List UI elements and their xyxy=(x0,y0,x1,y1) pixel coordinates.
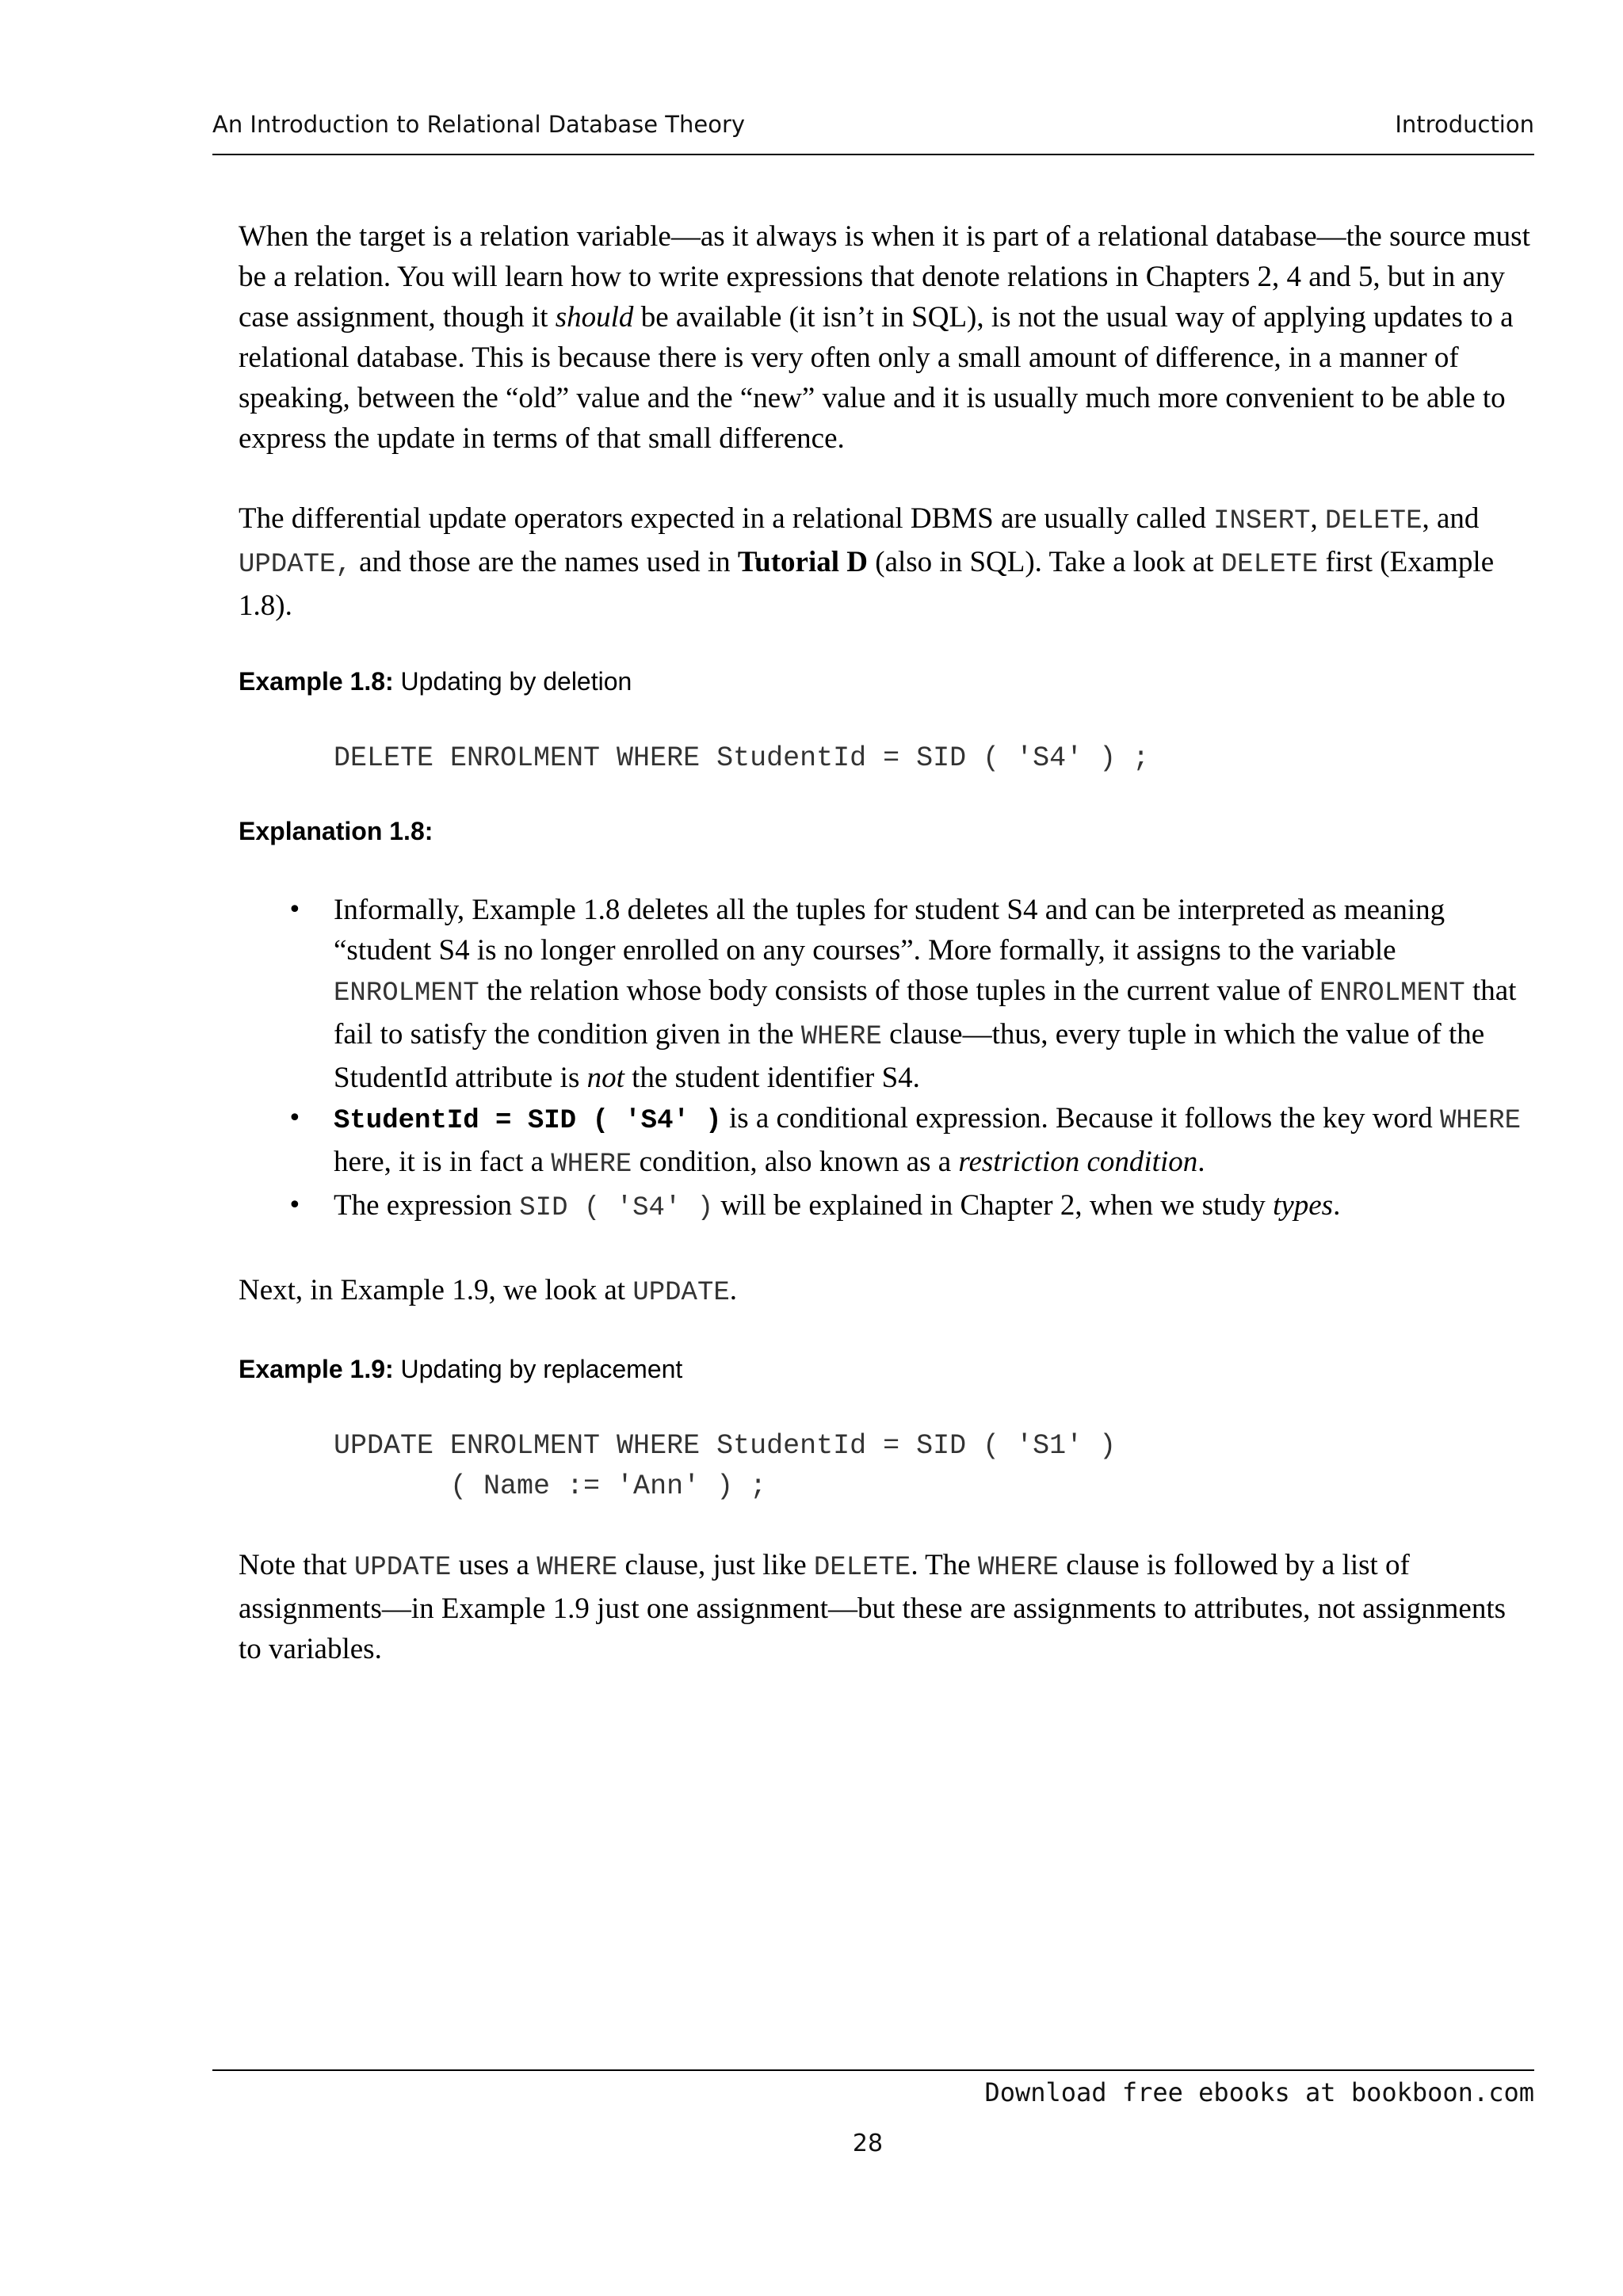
text-run: (also in SQL). Take a look at xyxy=(868,546,1221,578)
list-item xyxy=(239,1185,1530,1229)
text-run: Note that xyxy=(239,1549,354,1581)
bullet-icon: • xyxy=(288,1192,302,1219)
code-enrolment: ENROLMENT xyxy=(1319,978,1465,1009)
tutorial-d-name: Tutorial D xyxy=(737,546,868,578)
text-run: , and xyxy=(1422,502,1480,535)
text-run: The differential update operators expected in a relational DBMS are usually called xyxy=(239,502,1214,535)
footer-divider xyxy=(212,2069,1534,2071)
example-title: Updating by deletion xyxy=(393,667,632,696)
text-run: clause is followed by a list of assignments—in Example 1.9 just one assignment—but these are assignments to attributes, not assignments to variables. xyxy=(239,1549,1507,1665)
bookboon-link[interactable]: Download free ebooks at bookboon.com xyxy=(984,2077,1534,2107)
text-run: , xyxy=(1310,502,1326,535)
example-title: Updating by replacement xyxy=(393,1355,683,1383)
text-run: . xyxy=(1333,1189,1341,1222)
code-line: ( Name := 'Ann' ) ; xyxy=(334,1470,767,1502)
bullet-icon: • xyxy=(288,1104,302,1132)
text-run: will be explained in Chapter 2, when we study xyxy=(713,1189,1274,1222)
explanation-1-8-heading xyxy=(239,814,1530,849)
list-item xyxy=(239,1098,1530,1185)
text-run: that fail to satisfy the condition given in the xyxy=(334,974,1517,1051)
code-condition: StudentId = SID ( 'S4' ) xyxy=(334,1106,722,1136)
code-delete: DELETE xyxy=(813,1553,911,1583)
code-update: UPDATE xyxy=(632,1278,730,1308)
explanation-label: Explanation 1.8: xyxy=(239,817,433,845)
code-delete: DELETE xyxy=(1325,506,1423,536)
example-label: Example 1.8: xyxy=(239,667,394,696)
text-run: . xyxy=(729,1274,738,1306)
example-1-9-heading xyxy=(239,1352,1530,1386)
code-where: WHERE xyxy=(977,1553,1059,1583)
paragraph-next xyxy=(239,1270,1530,1314)
page-header xyxy=(212,111,1534,155)
code-insert: INSERT xyxy=(1213,506,1311,536)
text-run: first (Example 1.8). xyxy=(239,546,1495,622)
example-1-8-heading xyxy=(239,664,1530,699)
code-update: UPDATE, xyxy=(239,550,352,580)
text-run: Next, in Example 1.9, we look at xyxy=(239,1274,633,1306)
bullet-icon: • xyxy=(288,896,302,924)
example-1-9-code xyxy=(239,1426,1530,1507)
text-run: clause—thus, every tuple in which the value of the StudentId attribute is xyxy=(334,1018,1485,1094)
emphasis: restriction condition xyxy=(958,1146,1198,1178)
code-where: WHERE xyxy=(800,1022,882,1052)
example-1-8-code: DELETE ENROLMENT WHERE StudentId = SID ( 'S4' ) ; xyxy=(334,742,1150,774)
section-title: Introduction xyxy=(1395,111,1534,138)
text-run: the relation whose body consists of those tuples in the current value of xyxy=(479,974,1320,1007)
list-item xyxy=(239,890,1530,1098)
book-title: An Introduction to Relational Database Theory xyxy=(212,111,746,138)
emphasis: should xyxy=(555,301,634,334)
code-enrolment: ENROLMENT xyxy=(334,978,479,1009)
text-run: When the target is a relation variable—as it always is when it is part of a relational database—the source must be a relation. You will learn how to write expressions that denote relations in Chapters 2, 4 and 5, but in any case assignment, though it xyxy=(239,220,1530,334)
code-line: UPDATE ENROLMENT WHERE StudentId = SID ( 'S1' ) xyxy=(334,1430,1117,1462)
text-run: here, it is in fact a xyxy=(334,1146,552,1178)
text-run: uses a xyxy=(451,1549,537,1581)
explanation-bullets xyxy=(239,890,1530,1229)
emphasis: types xyxy=(1273,1189,1334,1222)
code-where: WHERE xyxy=(1440,1106,1522,1136)
paragraph-note xyxy=(239,1545,1530,1669)
text-run: and those are the names used in xyxy=(351,546,738,578)
text-run: The expression xyxy=(334,1189,520,1222)
text-run: the student identifier S4. xyxy=(624,1062,920,1094)
text-run: be available (it isn’t in SQL), is not the usual way of applying updates to a relational database. This is because there is very often only a small amount of difference, in a manner of speaking, between the “old” value and the “new” value and it is usually much more convenient to be able to express the update in terms of that small difference. xyxy=(239,301,1514,455)
text-run: . The xyxy=(911,1549,978,1581)
text-run: Informally, Example 1.8 deletes all the tuples for student S4 and can be interpreted as meaning “student S4 is no longer enrolled on any courses”. More formally, it assigns to the variable xyxy=(334,894,1445,967)
code-update: UPDATE xyxy=(353,1553,452,1583)
example-label: Example 1.9: xyxy=(239,1355,394,1383)
text-run: clause, just like xyxy=(617,1549,814,1581)
page-number: 28 xyxy=(852,2130,884,2157)
text-run: is a conditional expression. Because it follows the key word xyxy=(721,1102,1440,1135)
text-run: . xyxy=(1197,1146,1205,1178)
page-body xyxy=(239,216,1530,1669)
code-sid: SID ( 'S4' ) xyxy=(519,1193,714,1223)
emphasis: not xyxy=(586,1062,624,1094)
paragraph-differential-operators xyxy=(239,498,1530,626)
text-run: condition, also known as a xyxy=(632,1146,959,1178)
code-where: WHERE xyxy=(537,1553,618,1583)
code-where: WHERE xyxy=(551,1150,632,1180)
code-delete: DELETE xyxy=(1220,550,1319,580)
paragraph-assignment xyxy=(239,216,1530,459)
